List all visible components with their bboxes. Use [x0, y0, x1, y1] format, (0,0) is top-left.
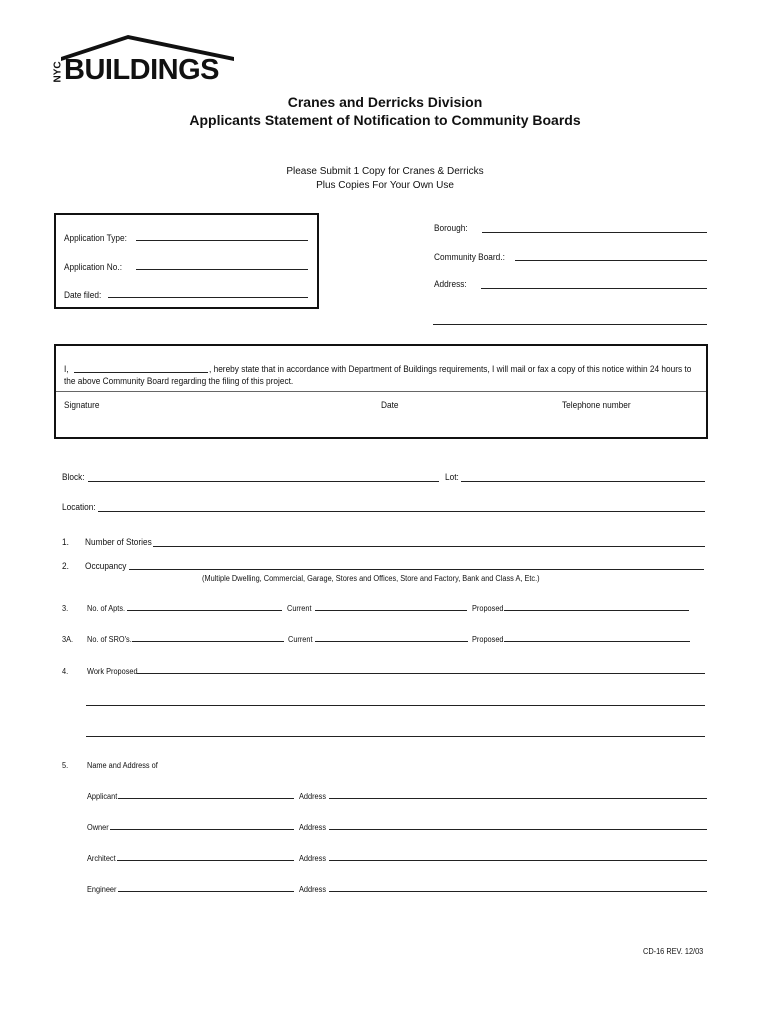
owner-label: Owner: [87, 823, 109, 832]
engineer-label: Engineer: [87, 885, 117, 894]
engineer-address-field[interactable]: [329, 891, 707, 892]
work-proposed-label: Work Proposed: [87, 667, 138, 676]
signature-label: Signature: [64, 400, 100, 410]
address-field-line-2[interactable]: [433, 324, 707, 325]
architect-address-field[interactable]: [329, 860, 707, 861]
sros-proposed-label: Proposed: [472, 635, 504, 644]
item-3a-number: 3A.: [62, 635, 74, 644]
lot-label: Lot:: [445, 472, 459, 482]
date-filed-label: Date filed:: [64, 290, 102, 300]
applicant-name-field-2[interactable]: [118, 798, 294, 799]
work-proposed-line-2[interactable]: [86, 705, 705, 706]
form-subtitle: Applicants Statement of Notification to Community Boards: [189, 112, 581, 128]
sros-proposed-field[interactable]: [504, 641, 690, 642]
copies-instruction: Plus Copies For Your Own Use: [316, 180, 454, 191]
item-5-number: 5.: [62, 761, 69, 770]
occupancy-label: Occupancy: [85, 561, 127, 571]
nyc-buildings-logo: [52, 33, 238, 89]
application-no-field[interactable]: [136, 269, 308, 270]
work-proposed-field[interactable]: [137, 673, 705, 674]
telephone-label: Telephone number: [562, 400, 631, 410]
owner-name-field[interactable]: [110, 829, 294, 830]
application-no-label: Application No.:: [64, 262, 123, 272]
applicant-name-field[interactable]: [74, 372, 208, 373]
item-3-number: 3.: [62, 604, 69, 613]
application-type-field[interactable]: [136, 240, 308, 241]
date-filed-field[interactable]: [108, 297, 308, 298]
statement-text-line1: , hereby state that in accordance with Department of Buildings requirements, I will mail or fax a copy of this notice within 24 hours to: [209, 364, 692, 374]
architect-address-label: Address: [299, 854, 327, 863]
statement-text-line2: the above Community Board regarding the filing of this project.: [64, 376, 294, 386]
community-board-label: Community Board.:: [434, 252, 505, 262]
number-of-stories-field[interactable]: [153, 546, 705, 547]
owner-address-label: Address: [299, 823, 327, 832]
logo-buildings-text: BUILDINGS: [64, 54, 219, 86]
address-label: Address:: [434, 279, 467, 289]
logo-nyc-text: NYC: [52, 61, 64, 83]
occupancy-field[interactable]: [129, 569, 704, 570]
no-of-sros-label: No. of SRO's.: [87, 635, 132, 644]
no-of-apts-field[interactable]: [127, 610, 282, 611]
item-4-number: 4.: [62, 667, 69, 676]
apts-proposed-field[interactable]: [504, 610, 689, 611]
borough-field[interactable]: [482, 232, 707, 233]
applicant-address-field[interactable]: [329, 798, 707, 799]
no-of-apts-label: No. of Apts.: [87, 604, 126, 613]
work-proposed-line-3[interactable]: [86, 736, 705, 737]
sros-current-label: Current: [288, 635, 313, 644]
architect-label: Architect: [87, 854, 116, 863]
engineer-name-field[interactable]: [118, 891, 294, 892]
architect-name-field[interactable]: [117, 860, 294, 861]
statement-divider: [56, 391, 706, 392]
community-board-field[interactable]: [515, 260, 707, 261]
form-revision-id: CD-16 REV. 12/03: [643, 947, 704, 956]
applicant-label: Applicant: [87, 792, 118, 801]
item-1-number: 1.: [62, 537, 69, 547]
number-of-stories-label: Number of Stories: [85, 537, 152, 547]
location-field[interactable]: [98, 511, 705, 512]
applicant-address-label: Address: [299, 792, 327, 801]
apts-current-field[interactable]: [315, 610, 467, 611]
lot-field[interactable]: [461, 481, 705, 482]
location-label: Location:: [62, 502, 96, 512]
application-type-label: Application Type:: [64, 233, 127, 243]
block-label: Block:: [62, 472, 85, 482]
borough-label: Borough:: [434, 223, 468, 233]
block-field[interactable]: [88, 481, 439, 482]
submit-instruction: Please Submit 1 Copy for Cranes & Derricks: [286, 166, 484, 177]
owner-address-field[interactable]: [329, 829, 707, 830]
no-of-sros-field[interactable]: [132, 641, 284, 642]
form-title: Cranes and Derricks Division: [287, 94, 483, 110]
sros-current-field[interactable]: [315, 641, 468, 642]
date-label: Date: [381, 400, 399, 410]
engineer-address-label: Address: [299, 885, 327, 894]
item-2-number: 2.: [62, 561, 69, 571]
apts-current-label: Current: [287, 604, 312, 613]
names-header-label: Name and Address of: [87, 761, 158, 770]
statement-prefix: I,: [64, 364, 69, 374]
apts-proposed-label: Proposed: [472, 604, 504, 613]
occupancy-note: (Multiple Dwelling, Commercial, Garage, Stores and Offices, Store and Factory, Bank and Class A, Etc.): [202, 574, 540, 583]
address-field[interactable]: [481, 288, 707, 289]
